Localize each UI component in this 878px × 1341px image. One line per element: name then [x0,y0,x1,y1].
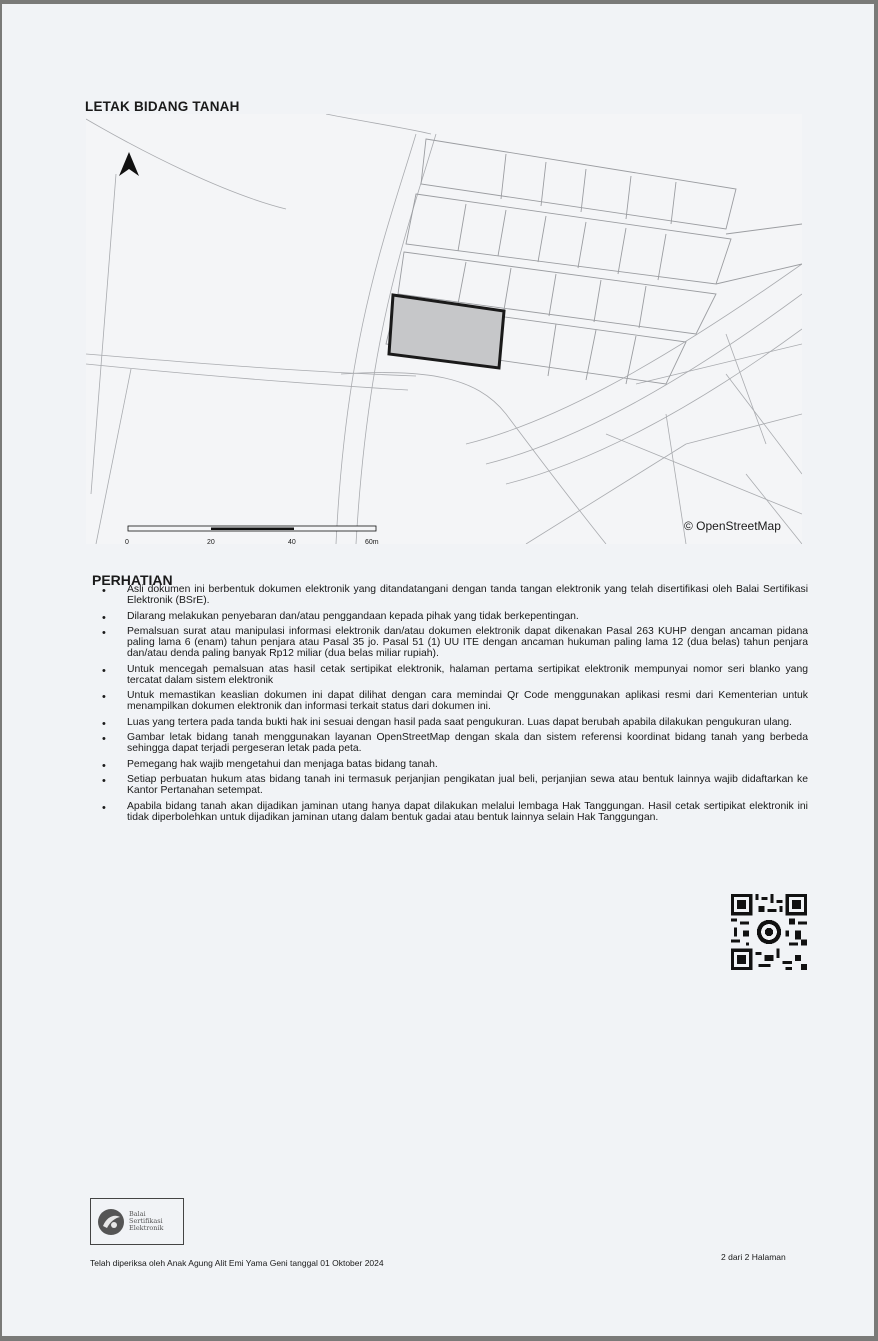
document-page [2,4,874,1336]
list-item: • Pemegang hak wajib mengetahui dan menjaga batas bidang tanah. [102,759,808,770]
perhatian-title: PERHATIAN [92,572,173,588]
bsre-logo [90,1198,184,1245]
list-item: • Gambar letak bidang tanah menggunakan layanan OpenStreetMap dengan skala dan sistem referensi koordinat bidang tanah yang berbeda sehingga dapat terjadi pergeseran letak pada peta. [102,732,808,754]
scale-label: 0 [125,539,129,546]
list-item: • Untuk mencegah pemalsuan atas hasil cetak sertipikat elektronik, halaman pertama sertipikat elektronik mempunyai nomor seri blanko yang tercatat dalam sistem elektronik [102,664,808,686]
parcel-location-map [86,114,802,544]
list-item: • Pemalsuan surat atau manipulasi informasi elektronik dan/atau dokumen elektronik dapat dikenakan Pasal 263 KUHP dengan ancaman pidana paling lama 6 (enam) tahun penjara atau Pasal 35 jo. Pasal 51 (1) UU ITE dengan ancaman hukuman paling lama 12 (dua belas) tahun penjara dan/atau denda paling banyak Rp12 miliar (dua belas miliar rupiah). [102,626,808,659]
scale-label: 40 [288,539,296,546]
scale-label: 60m [365,539,379,546]
bsre-logo-text: Balai Sertifikasi Elektronik [129,1210,164,1232]
checked-by-note: Telah diperiksa oleh Anak Agung Alit Emi Yama Geni tanggal 01 Oktober 2024 [90,1258,384,1268]
map-drawing [86,114,802,544]
map-attribution: © OpenStreetMap [684,519,781,533]
list-item: • Apabila bidang tanah akan dijadikan jaminan utang hanya dapat dilakukan melalui lembaga Hak Tanggungan. Hasil cetak sertipikat elektronik ini tidak diperbolehkan untuk dijadikan jaminan utang dalam bentuk gadai atau bentuk lainnya selain Hak Tanggungan. [102,801,808,823]
scale-bar [128,526,376,531]
list-item: • Luas yang tertera pada tanda bukti hak ini sesuai dengan hasil pada saat pengukuran. Luas dapat berubah apabila dilakukan pengukuran ulang. [102,717,808,728]
scale-label: 20 [207,539,215,546]
page-number: 2 dari 2 Halaman [721,1252,786,1262]
list-item: • Untuk memastikan keaslian dokumen ini dapat dilihat dengan cara memindai Qr Code menggunakan aplikasi resmi dari Kementerian untuk menampilkan dokumen elektronik dan informasi terkait status dari dokumen ini. [102,690,808,712]
notes-list [102,584,808,827]
list-item: • Dilarang melakukan penyebaran dan/atau penggandaan kepada pihak yang tidak berkepentingan. [102,611,808,622]
list-item: • Asli dokumen ini berbentuk dokumen elektronik yang ditandatangani dengan tanda tangan elektronik yang telah disertifikasi oleh Balai Sertifikasi Elektronik (BSrE). [102,584,808,606]
north-arrow-icon [119,152,139,176]
bsre-emblem-icon [97,1208,125,1236]
qr-code-icon[interactable] [731,894,807,970]
section-title: LETAK BIDANG TANAH [85,99,240,114]
list-item: • Setiap perbuatan hukum atas bidang tanah ini termasuk perjanjian pengikatan jual beli, perjanjian sewa atau bentuk lainnya wajib didaftarkan ke Kantor Pertanahan setempat. [102,774,808,796]
